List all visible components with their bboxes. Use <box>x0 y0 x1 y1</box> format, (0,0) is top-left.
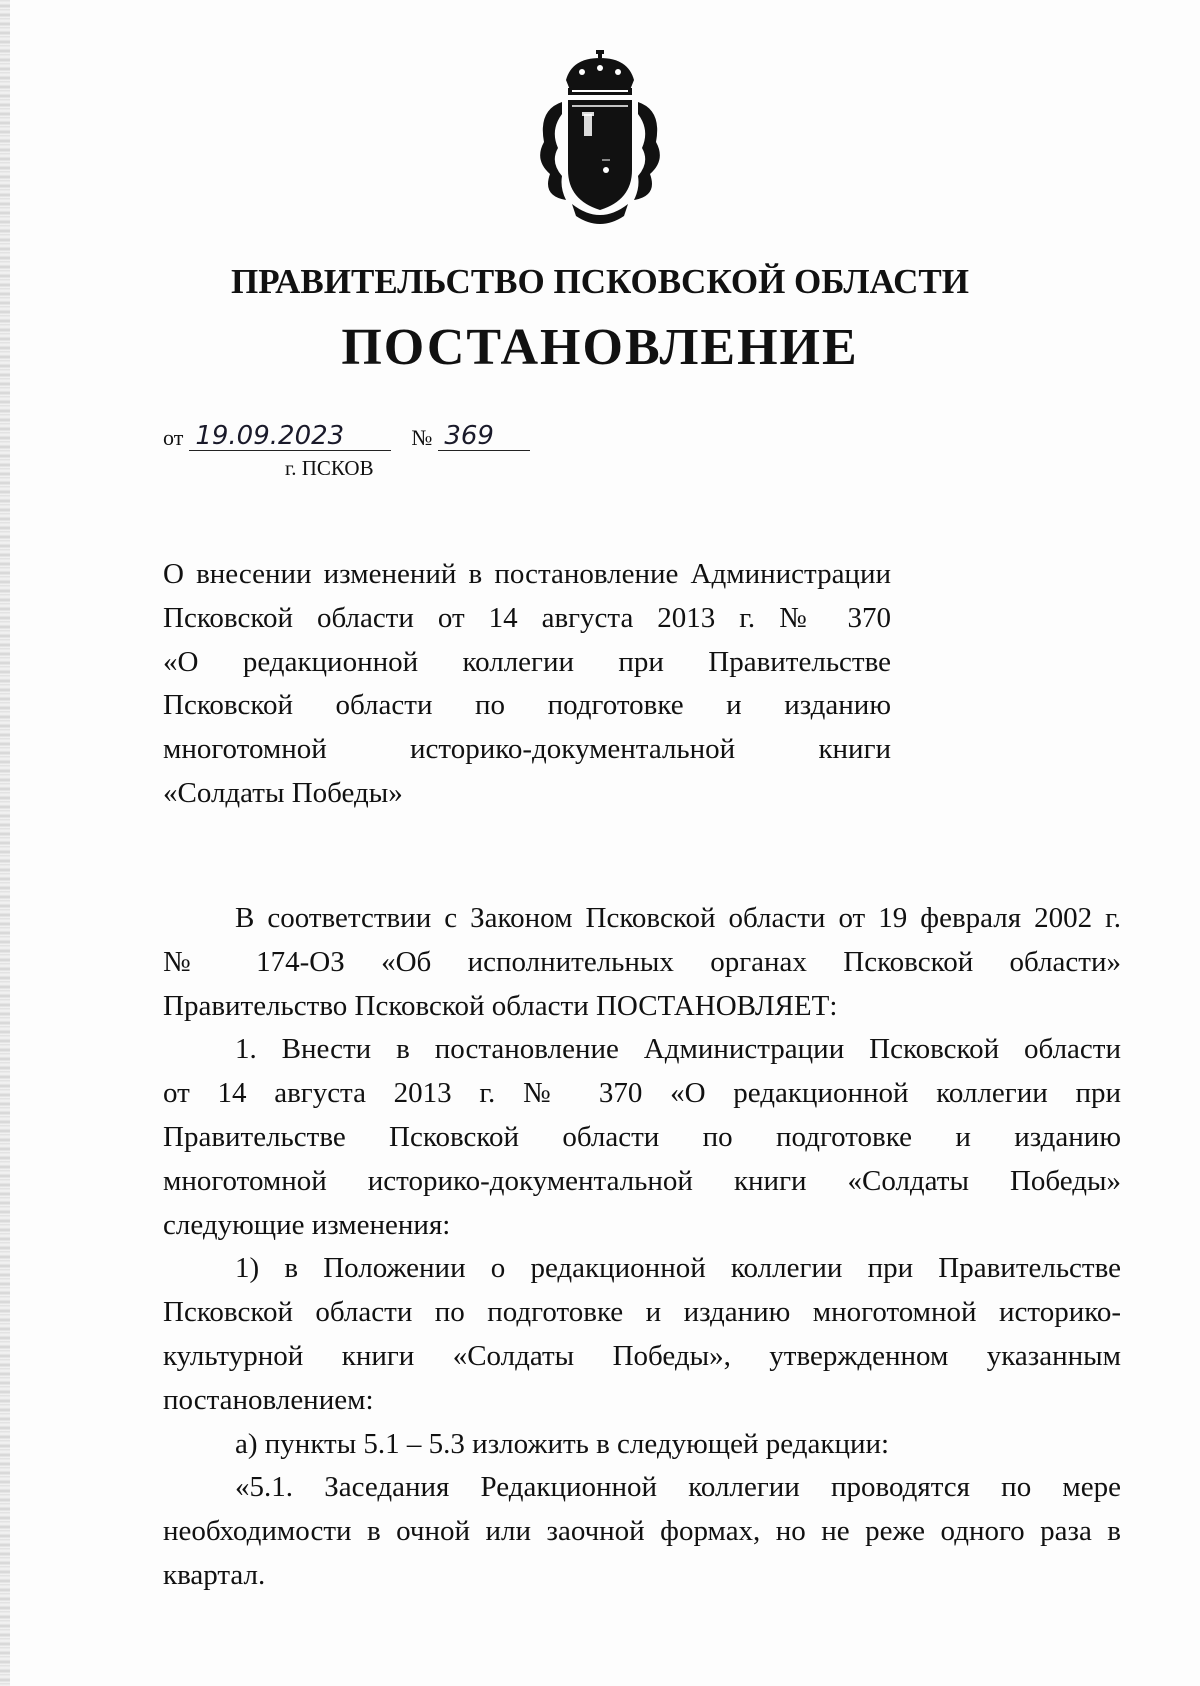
body-line: Правительство Псковской области ПОСТАНОВЛЯЕТ: <box>163 989 838 1022</box>
document-type-title: ПОСТАНОВЛЕНИЕ <box>341 319 859 376</box>
body-line: а) пункты 5.1 – 5.3 изложить в следующей редакции: <box>235 1427 890 1460</box>
body-line: от 14 августа 2013 г. № 370 «О редакционной коллегии при <box>163 1077 1121 1110</box>
body-line: 1. Внести в постановление Администрации Псковской области <box>235 1033 1121 1066</box>
document-subject <box>163 553 891 816</box>
body-line: следующие изменения: <box>163 1208 451 1241</box>
number-prefix: № <box>411 425 433 450</box>
subject-line: многотомной историко-документальной книги <box>163 733 891 766</box>
body-line: Правительстве Псковской области по подготовке и изданию <box>163 1120 1121 1153</box>
date-number-line <box>163 422 530 451</box>
coat-of-arms-icon <box>532 50 668 230</box>
government-title: ПРАВИТЕЛЬСТВО ПСКОВСКОЙ ОБЛАСТИ <box>231 262 969 301</box>
subject-line: «Солдаты Победы» <box>163 776 403 809</box>
handwritten-date: 19.09.2023 <box>189 422 391 451</box>
subject-line: Псковской области от 14 августа 2013 г. № 370 <box>163 601 891 634</box>
subject-line: «О редакционной коллегии при Правительстве <box>163 645 891 678</box>
document-body <box>163 897 1121 1598</box>
subject-line: О внесении изменений в постановление Администрации <box>163 558 891 590</box>
date-prefix: от <box>163 425 184 450</box>
body-line: № 174-ОЗ «Об исполнительных органах Псковской области» <box>163 945 1121 978</box>
body-line: Псковской области по подготовке и изданию многотомной историко- <box>163 1296 1121 1329</box>
body-line: квартал. <box>163 1558 266 1591</box>
subject-line: Псковской области по подготовке и изданию <box>163 689 891 722</box>
body-line: 1) в Положении о редакционной коллегии при Правительстве <box>235 1252 1121 1285</box>
city-label: г. ПСКОВ <box>285 456 374 480</box>
scan-edge <box>0 0 10 1686</box>
body-line: В соответствии с Законом Псковской области от 19 февраля 2002 г. <box>235 902 1121 934</box>
body-line: «5.1. Заседания Редакционной коллегии проводятся по мере <box>235 1471 1121 1504</box>
body-line: культурной книги «Солдаты Победы», утвержденном указанным <box>163 1339 1121 1372</box>
body-line: многотомной историко-документальной книги «Солдаты Победы» <box>163 1164 1121 1197</box>
body-line: необходимости в очной или заочной формах, но не реже одного раза в <box>163 1515 1121 1548</box>
body-line: постановлением: <box>163 1383 374 1416</box>
handwritten-number: 369 <box>438 422 530 451</box>
